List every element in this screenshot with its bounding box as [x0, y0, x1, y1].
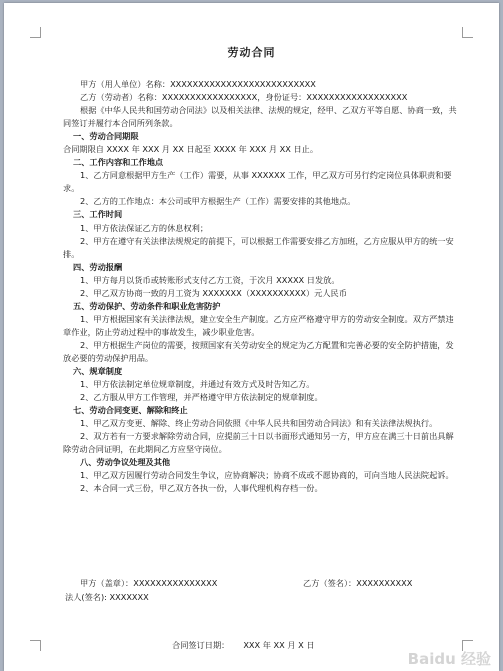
- signature-row: [63, 591, 457, 605]
- contract-clause: 2、乙方的工作地点：本公司或甲方根据生产（工作）需要安排的其他地点。: [80, 196, 356, 207]
- contract-clause: 1、甲方依法制定单位规章制度，并通过有效方式及时告知乙方。: [80, 379, 315, 390]
- contract-clause: 2、乙方服从甲方工作管理，并严格遵守甲方依法制定的规章制度。: [80, 392, 323, 403]
- contract-clause: 根据《中华人民共和国劳动合同法》以及相关法律、法规的规定，经甲、乙双方平等自愿、协商一致，共同签订并履行本合同所列条款。: [63, 105, 457, 129]
- section-heading: 三、工作时间: [73, 209, 123, 220]
- baidu-watermark: Baidu 经验: [407, 650, 491, 668]
- contract-clause: 合同期限自 XXXX 年 XXX 月 XX 日起至 XXXX 年 XXX 月 XX 日止。: [63, 144, 319, 155]
- contract-clause: 1、甲方每月以货币或转账形式支付乙方工资，于次月 XXXXX 日发放。: [80, 274, 340, 285]
- signing-date: [172, 640, 315, 651]
- contract-clause: 1、甲方依法保证乙方的休息权利；: [80, 222, 209, 233]
- section-heading: 一、劳动合同期限: [73, 131, 139, 142]
- contract-clause: 甲方（用人单位）名称：XXXXXXXXXXXXXXXXXXXXXXXXXX: [80, 79, 316, 89]
- contract-clause: 2、甲乙双方协商一致的月工资为 XXXXXXX（XXXXXXXXXX）元人民币: [80, 287, 347, 298]
- party-b-signature: 乙方（签名）：XXXXXXXXXX: [303, 578, 413, 588]
- signing-date-value: XXX 年 XX 月 X 日: [243, 640, 315, 650]
- legal-representative-signature: 法人(签名): XXXXXXX: [65, 591, 149, 602]
- section-heading: 五、劳动保护、劳动条件和职业危害防护: [73, 300, 221, 311]
- section-heading: 七、劳动合同变更、解除和终止: [73, 405, 188, 416]
- contract-clause: 1、乙方同意根据甲方生产（工作）需要，从事 XXXXXX 工作，甲乙双方可另行约定岗位具体职责和要求。: [63, 170, 452, 194]
- section-heading: 八、劳动争议处理及其他: [80, 457, 171, 468]
- signature-row: [63, 577, 457, 591]
- contract-body: [63, 78, 457, 496]
- signing-date-label: 合同签订日期：: [172, 640, 230, 650]
- section-heading: 二、工作内容和工作地点: [73, 157, 164, 168]
- contract-clause: 1、甲方根据国家有关法律法规，建立安全生产制度。乙方应严格遵守甲方的劳动安全制度。双方严禁违章作业，防止劳动过程中的事故发生，减少职业危害。: [63, 313, 454, 337]
- margin-corner-mark: [30, 640, 41, 651]
- contract-clause: 2、甲方根据生产岗位的需要，按照国家有关劳动安全的规定为乙方配置和完善必要的安全防护措施，发放必要的劳动保护用品。: [63, 339, 454, 363]
- document-page: [4, 3, 499, 671]
- margin-corner-mark: [30, 27, 41, 38]
- section-heading: 六、规章制度: [73, 366, 123, 377]
- contract-clause: 乙方（劳动者）名称：XXXXXXXXXXXXXXXXX，身份证号：XXXXXXXXXXXXXXXXXX: [80, 92, 408, 103]
- contract-clause: 1、甲乙双方变更、解除、终止劳动合同依照《中华人民共和国劳动合同法》和有关法律法规执行。: [80, 418, 438, 429]
- contract-clause: 2、本合同一式三份，甲乙双方各执一份，人事代理机构存档一份。: [80, 483, 323, 494]
- signature-block: [63, 577, 457, 604]
- contract-clause: 2、双方若有一方要求解除劳动合同，应提前三十日以书面形式通知另一方，甲方应在满三十日前出具解除劳动合同证明，在此期间乙方应坚守岗位。: [63, 431, 454, 455]
- contract-clause: 1、甲乙双方因履行劳动合同发生争议，应协商解决；协商不成或不愿协商的，可向当地人民法院起诉。: [80, 470, 454, 481]
- section-heading: 四、劳动报酬: [73, 261, 123, 272]
- contract-clause: 2、甲方在遵守有关法律法规规定的前提下，可以根据工作需要安排乙方加班，乙方应服从甲方的统一安排。: [63, 235, 454, 259]
- margin-corner-mark: [462, 27, 473, 38]
- party-a-seal: 甲方（盖章）：XXXXXXXXXXXXXXX: [80, 578, 218, 588]
- document-title: 劳动合同: [227, 46, 276, 59]
